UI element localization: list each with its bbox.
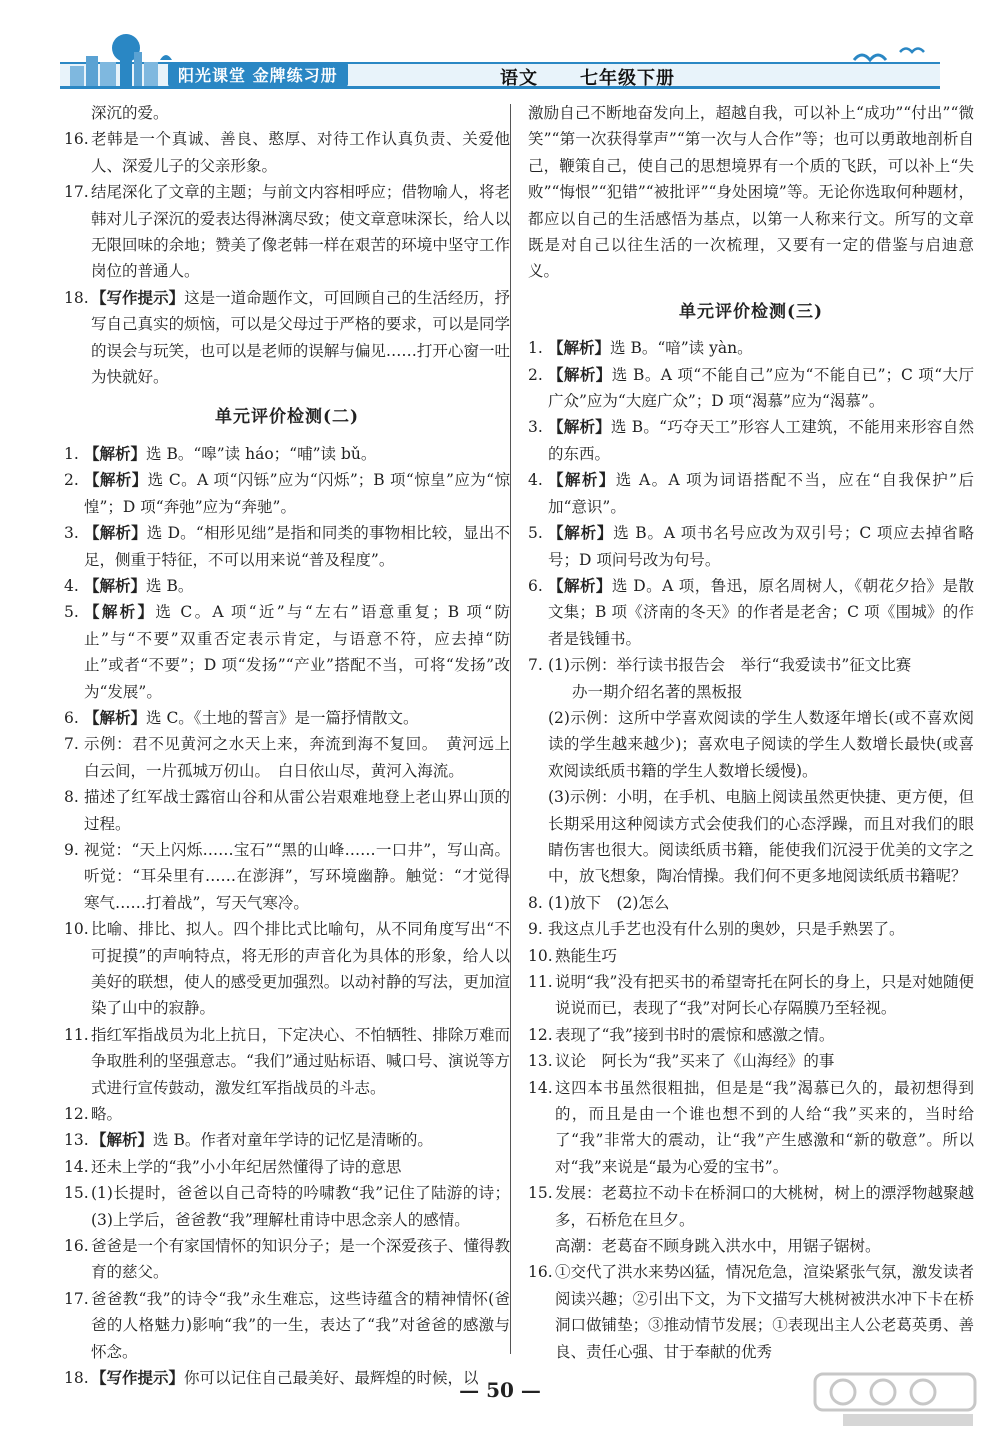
answer-tag: 【解析】	[548, 338, 611, 358]
answer-text: 选 B。“嗥”读 háo；“哺”读 bǔ。	[146, 444, 377, 463]
answer-text: 还未上学的“我”小小年纪居然懂得了诗的意思	[91, 1157, 402, 1176]
answer-number: 8.	[64, 788, 79, 807]
answer-text: 选 D。“相形见绌”是指和同类的事物相比较，显出不足，侧重于特征，不可以用来说“普及程度”。	[84, 524, 510, 569]
answer-tag: 【解析】	[548, 523, 614, 543]
answer-text: 你可以记住自己最美好、最辉煌的时候，以	[184, 1369, 479, 1388]
answer-list	[64, 441, 510, 1392]
answer-number: 3.	[528, 418, 543, 437]
answer-number: 9.	[64, 840, 79, 859]
answer-tag: 【解析】	[548, 575, 612, 595]
left-column	[64, 100, 510, 1392]
answer-item	[64, 1180, 510, 1233]
answer-text: 发展：老葛拉不动卡在桥洞口的大桃树，树上的漂浮物越聚越多，石桥危在旦夕。	[555, 1184, 974, 1229]
answer-item	[64, 1127, 510, 1153]
answer-text: 熟能生巧	[555, 946, 618, 965]
answer-item	[528, 1259, 974, 1365]
answer-text: 选 B。作者对童年学诗的记忆是清晰的。	[153, 1131, 433, 1150]
answer-text: (1)示例：举行读书报告会 举行“我爱读书”征文比赛	[548, 656, 912, 675]
answer-text: 略。	[91, 1105, 123, 1124]
answer-item	[528, 943, 974, 969]
answer-text: 高潮：老葛奋不顾身跳入洪水中，用锯子锯树。	[555, 1237, 881, 1256]
answer-number: 17.	[64, 183, 89, 202]
answer-text: 爸爸是一个有家国情怀的知识分子；是一个深爱孩子、懂得教育的慈父。	[91, 1237, 510, 1282]
answer-text: 选 B。A 项书名号应改为双引号；C 项应去掉省略号；D 项问号改为句号。	[548, 524, 974, 569]
answer-number: 16.	[64, 1237, 89, 1256]
answer-text: 视觉：“天上闪烁……宝石”“黑的山峰……一口井”，写山高。听觉：“耳朵里有……在澎湃”，写环境幽静。触觉：“才觉得寒气……打着战”，写天气寒冷。	[84, 840, 510, 912]
answer-tag: 【写作提示】	[91, 287, 185, 307]
brand-title: 阳光课堂 金牌练习册	[168, 62, 348, 87]
answer-number: 12.	[528, 1025, 553, 1044]
answer-number: 17.	[64, 1289, 89, 1308]
answer-item	[64, 179, 510, 285]
answer-item	[528, 362, 974, 415]
continued-text: 激励自己不断地奋发向上，超越自我，可以补上“成功”“付出”“微笑”“第一次获得掌声”“第一次与人合作”等；也可以勇敢地剖析自己，鞭策自己，使自己的思想境界有一个质的飞跃，可以补上“失败”“悔恨”“犯错”“被批评”“身处困境”等。无论你选取何种题材，都应以自己的生活感悟为基点，以第一人称来行文。所写的文章既是对自己以往生活的一次梳理，又要有一定的借鉴与启迪意义。	[528, 104, 974, 281]
answer-text: 选 D。A 项，鲁迅，原名周树人，《朝花夕拾》是散文集；B 项《济南的冬天》的作者是老舍；C 项《围城》的作者是钱锺书。	[548, 576, 974, 648]
answer-text: 办一期介绍名著的黑板报	[572, 682, 743, 701]
answer-number: 18.	[64, 288, 89, 307]
answer-number: 12.	[64, 1105, 89, 1124]
answer-tag: 【写作提示】	[91, 1368, 185, 1388]
answer-tag: 【解析】	[548, 470, 616, 490]
answer-number: 6.	[64, 708, 79, 727]
answer-number: 5.	[64, 603, 79, 622]
answer-item	[64, 1022, 510, 1101]
answer-text: 选 C。《土地的誓言》是一篇抒情散文。	[146, 708, 419, 727]
answer-text: (1)放下 (2)怎么	[548, 893, 670, 912]
answer-number: 16.	[64, 130, 89, 149]
answer-number: 1.	[528, 339, 543, 358]
answer-tag: 【解析】	[84, 470, 148, 490]
answer-text: (2)示例：这所中学喜欢阅读的学生人数逐年增长(或不喜欢阅读的学生越来越少)；喜欢电子阅读的学生人数增长最快(或喜欢阅读纸质书籍的学生人数增长缓慢)。	[548, 708, 974, 780]
answer-text: 选 C。A 项“近”与“左右”语意重复；B 项“防止”与“不要”双重否定表示肯定，与语意不符，应去掉“防止”或者“不要”；D 项“发扬”“产业”搭配不当，可将“发扬”改为“发展”。	[84, 603, 510, 701]
answer-text: 表现了“我”接到书时的震惊和感激之情。	[555, 1025, 835, 1044]
answer-number: 6.	[528, 576, 543, 595]
answer-text: 选 B。	[146, 576, 194, 595]
answer-list	[528, 335, 974, 652]
answer-text: 这是一道命题作文，可回顾自己的生活经历，抒写自己真实的烦恼，可以是父母过于严格的要求，可以是同学的误会与玩笑，也可以是老师的误解与偏见……打开心窗一吐为快就好。	[91, 288, 510, 387]
answer-number: 9.	[528, 920, 543, 939]
answer-number: 14.	[64, 1157, 89, 1176]
answer-tag: 【解析】	[548, 364, 612, 384]
answer-item	[528, 335, 974, 361]
answer-item	[64, 916, 510, 1022]
answer-number: 18.	[64, 1369, 89, 1388]
answer-number: 11.	[528, 973, 553, 991]
answer-tag: 【解析】	[548, 417, 611, 437]
answer-text: ①交代了洪水来势凶猛，情况危急，渲染紧张气氛，激发读者阅读兴趣；②引出下文，为下文描写大桃树被洪水冲下卡在桥洞口做铺垫；③推动情节发展；①表现出主人公老葛英勇、善良、责任心强、甘于奉献的优秀	[555, 1263, 974, 1361]
answer-number: 10.	[528, 946, 553, 965]
grade-label: 七年级下册	[580, 68, 675, 89]
answer-text: 比喻、排比、拟人。四个排比式比喻句，从不同角度写出“不可捉摸”的声响特点，将无形的声音化为具体的形象，给人以美好的联想，使人的感受更加强烈。以动衬静的写法，更加渲染了山中的寂静。	[91, 920, 510, 1018]
answer-text: (1)长提时，爸爸以自己奇特的吟啸教“我”记住了陆游的诗；(3)上学后，爸爸教“我”理解杜甫诗中思念亲人的感情。	[91, 1184, 510, 1229]
answer-item	[528, 916, 974, 942]
answer-text: 议论 阿长为“我”买来了《山海经》的事	[555, 1052, 835, 1071]
answer-number: 8.	[528, 893, 543, 912]
section-title: 单元评价检测(二)	[214, 407, 360, 428]
answer-text: 示例：君不见黄河之水天上来，奔流到海不复回。 黄河远上白云间，一片孤城万仞山。 白日依山尽，黄河入海流。	[84, 735, 510, 780]
answer-text: 指红军指战员为北上抗日，下定决心、不怕牺牲、排除万难而争取胜利的坚强意志。“我们”通过贴标语、喊口号、演说等方式进行宣传鼓动，激发红军指战员的斗志。	[91, 1025, 510, 1097]
answer-number: 15.	[64, 1184, 89, 1203]
answer-number: 2.	[528, 365, 543, 384]
answer-item	[64, 1233, 510, 1286]
answer-text: 结尾深化了文章的主题；与前文内容相呼应；借物喻人，将老韩对儿子深沉的爱表达得淋漓尽致；使文章意味深长，给人以无限回味的余地；赞美了像老韩一样在艰苦的环境中坚守工作岗位的普通人。	[91, 183, 510, 281]
answer-number: 5.	[528, 524, 543, 543]
answer-number: 11.	[64, 1025, 89, 1044]
answer-item	[64, 285, 510, 391]
birds-icon	[850, 42, 930, 68]
answer-text: 老韩是一个真诚、善良、憨厚、对待工作认真负责、关爱他人、深爱儿子的父亲形象。	[91, 130, 510, 175]
answer-item	[64, 126, 510, 179]
answer-item	[64, 1101, 510, 1127]
answer-number: 3.	[64, 524, 79, 543]
answer-number: 14.	[528, 1078, 553, 1097]
answer-text: 选 A。A 项为词语搭配不当，应在“自我保护”后加“意识”。	[548, 471, 974, 516]
answer-tag: 【解析】	[84, 575, 147, 595]
answer-item	[528, 1022, 974, 1048]
answer-item	[528, 573, 974, 652]
answer-item	[528, 520, 974, 573]
answer-text: 选 B。“喑”读 yàn。	[610, 339, 753, 358]
answer-tag: 【解析】	[84, 602, 156, 622]
right-column	[528, 100, 974, 1365]
answer-number: 2.	[64, 471, 79, 490]
answer-number: 4.	[64, 576, 79, 595]
answer-item	[64, 731, 510, 784]
answer-tag: 【解析】	[84, 707, 147, 727]
answer-item	[528, 467, 974, 520]
answer-text: 选 C。A 项“闪铄”应为“闪烁”；B 项“惊皇”应为“惊惶”；D 项“奔弛”应为“奔驰”。	[84, 471, 510, 516]
answer-item	[528, 890, 974, 916]
answer-item	[64, 599, 510, 705]
answer-number: 16.	[528, 1263, 553, 1282]
page-number-value: 50	[486, 1378, 514, 1402]
answer-number: 1.	[64, 444, 79, 463]
answer-number: 4.	[528, 471, 543, 490]
answer-item	[64, 467, 510, 520]
answer-number: 7.	[64, 735, 79, 754]
page-number: — 50 —	[459, 1378, 541, 1402]
answer-item	[528, 1075, 974, 1181]
answer-text: 说明“我”没有把买书的希望寄托在阿长的身上，只是对她随便说说而已，表现了“我”对阿长心存隔膜乃至轻视。	[555, 973, 974, 1018]
answer-number: 15.	[528, 1184, 553, 1203]
answer-item	[528, 414, 974, 467]
answer-text: 选 B。“巧夺天工”形容人工建筑，不能用来形容自然的东西。	[548, 418, 974, 463]
page-header	[60, 28, 940, 94]
watermark-logo-icon	[813, 1370, 978, 1430]
answer-text: 我这点儿手艺也没有什么别的奥妙，只是手熟罢了。	[548, 920, 905, 939]
answer-text: 这四本书虽然很粗拙，但是是“我”渴慕已久的，最初想得到的，而且是由一个谁也想不到的人给“我”买来的，当时给了“我”非常大的震动，让“我”产生感激和“新的敬意”。所以对“我”来说是“最为心爱的宝书”。	[555, 1078, 974, 1176]
answer-list	[528, 890, 974, 1233]
answer-item	[64, 1286, 510, 1365]
column-divider	[510, 104, 511, 1354]
answer-text: 描述了红军战士露宿山谷和从雷公岩艰难地登上老山界山顶的过程。	[84, 788, 510, 833]
answer-item	[528, 1180, 974, 1233]
answer-item	[64, 705, 510, 731]
answer-item	[64, 837, 510, 916]
answer-text: (3)示例：小明，在手机、电脑上阅读虽然更快捷、更方便，但长期采用这种阅读方式会使我们的心态浮躁，而且对我们的眼睛伤害也很大。阅读纸质书籍，能使我们沉浸于优美的文字之中，放飞想象，陶冶情操。我们何不更多地阅读纸质书籍呢？	[548, 788, 974, 886]
answer-text: 选 B。A 项“不能自己”应为“不能自已”；C 项“大厅广众”应为“大庭广众”；D 项“渴慕”应为“渴慕”。	[548, 365, 974, 411]
answer-item	[64, 520, 510, 573]
answer-item	[528, 652, 974, 890]
answer-tag: 【解析】	[91, 1130, 154, 1150]
answer-item	[64, 573, 510, 599]
answer-text: 爸爸教“我”的诗令“我”永生难忘，这些诗蕴含的精神情怀(爸爸的人格魅力)影响“我”的一生，表达了“我”对爸爸的感激与怀念。	[91, 1289, 510, 1361]
answer-number: 7.	[528, 656, 543, 675]
subject-label: 语文	[500, 68, 538, 89]
answer-item	[64, 1154, 510, 1180]
answer-tag: 【解析】	[84, 443, 147, 463]
answer-item	[528, 969, 974, 1022]
answer-item	[64, 784, 510, 837]
answer-list	[528, 1259, 974, 1365]
section-title: 单元评价检测(三)	[678, 301, 824, 322]
answer-item	[64, 441, 510, 467]
answer-tag: 【解析】	[84, 523, 147, 543]
answer-item	[528, 1048, 974, 1074]
answer-number: 10.	[64, 920, 89, 939]
answer-number: 13.	[64, 1131, 89, 1150]
answer-list	[64, 126, 510, 390]
answer-number: 13.	[528, 1052, 553, 1071]
continued-text: 深沉的爱。	[91, 104, 169, 122]
